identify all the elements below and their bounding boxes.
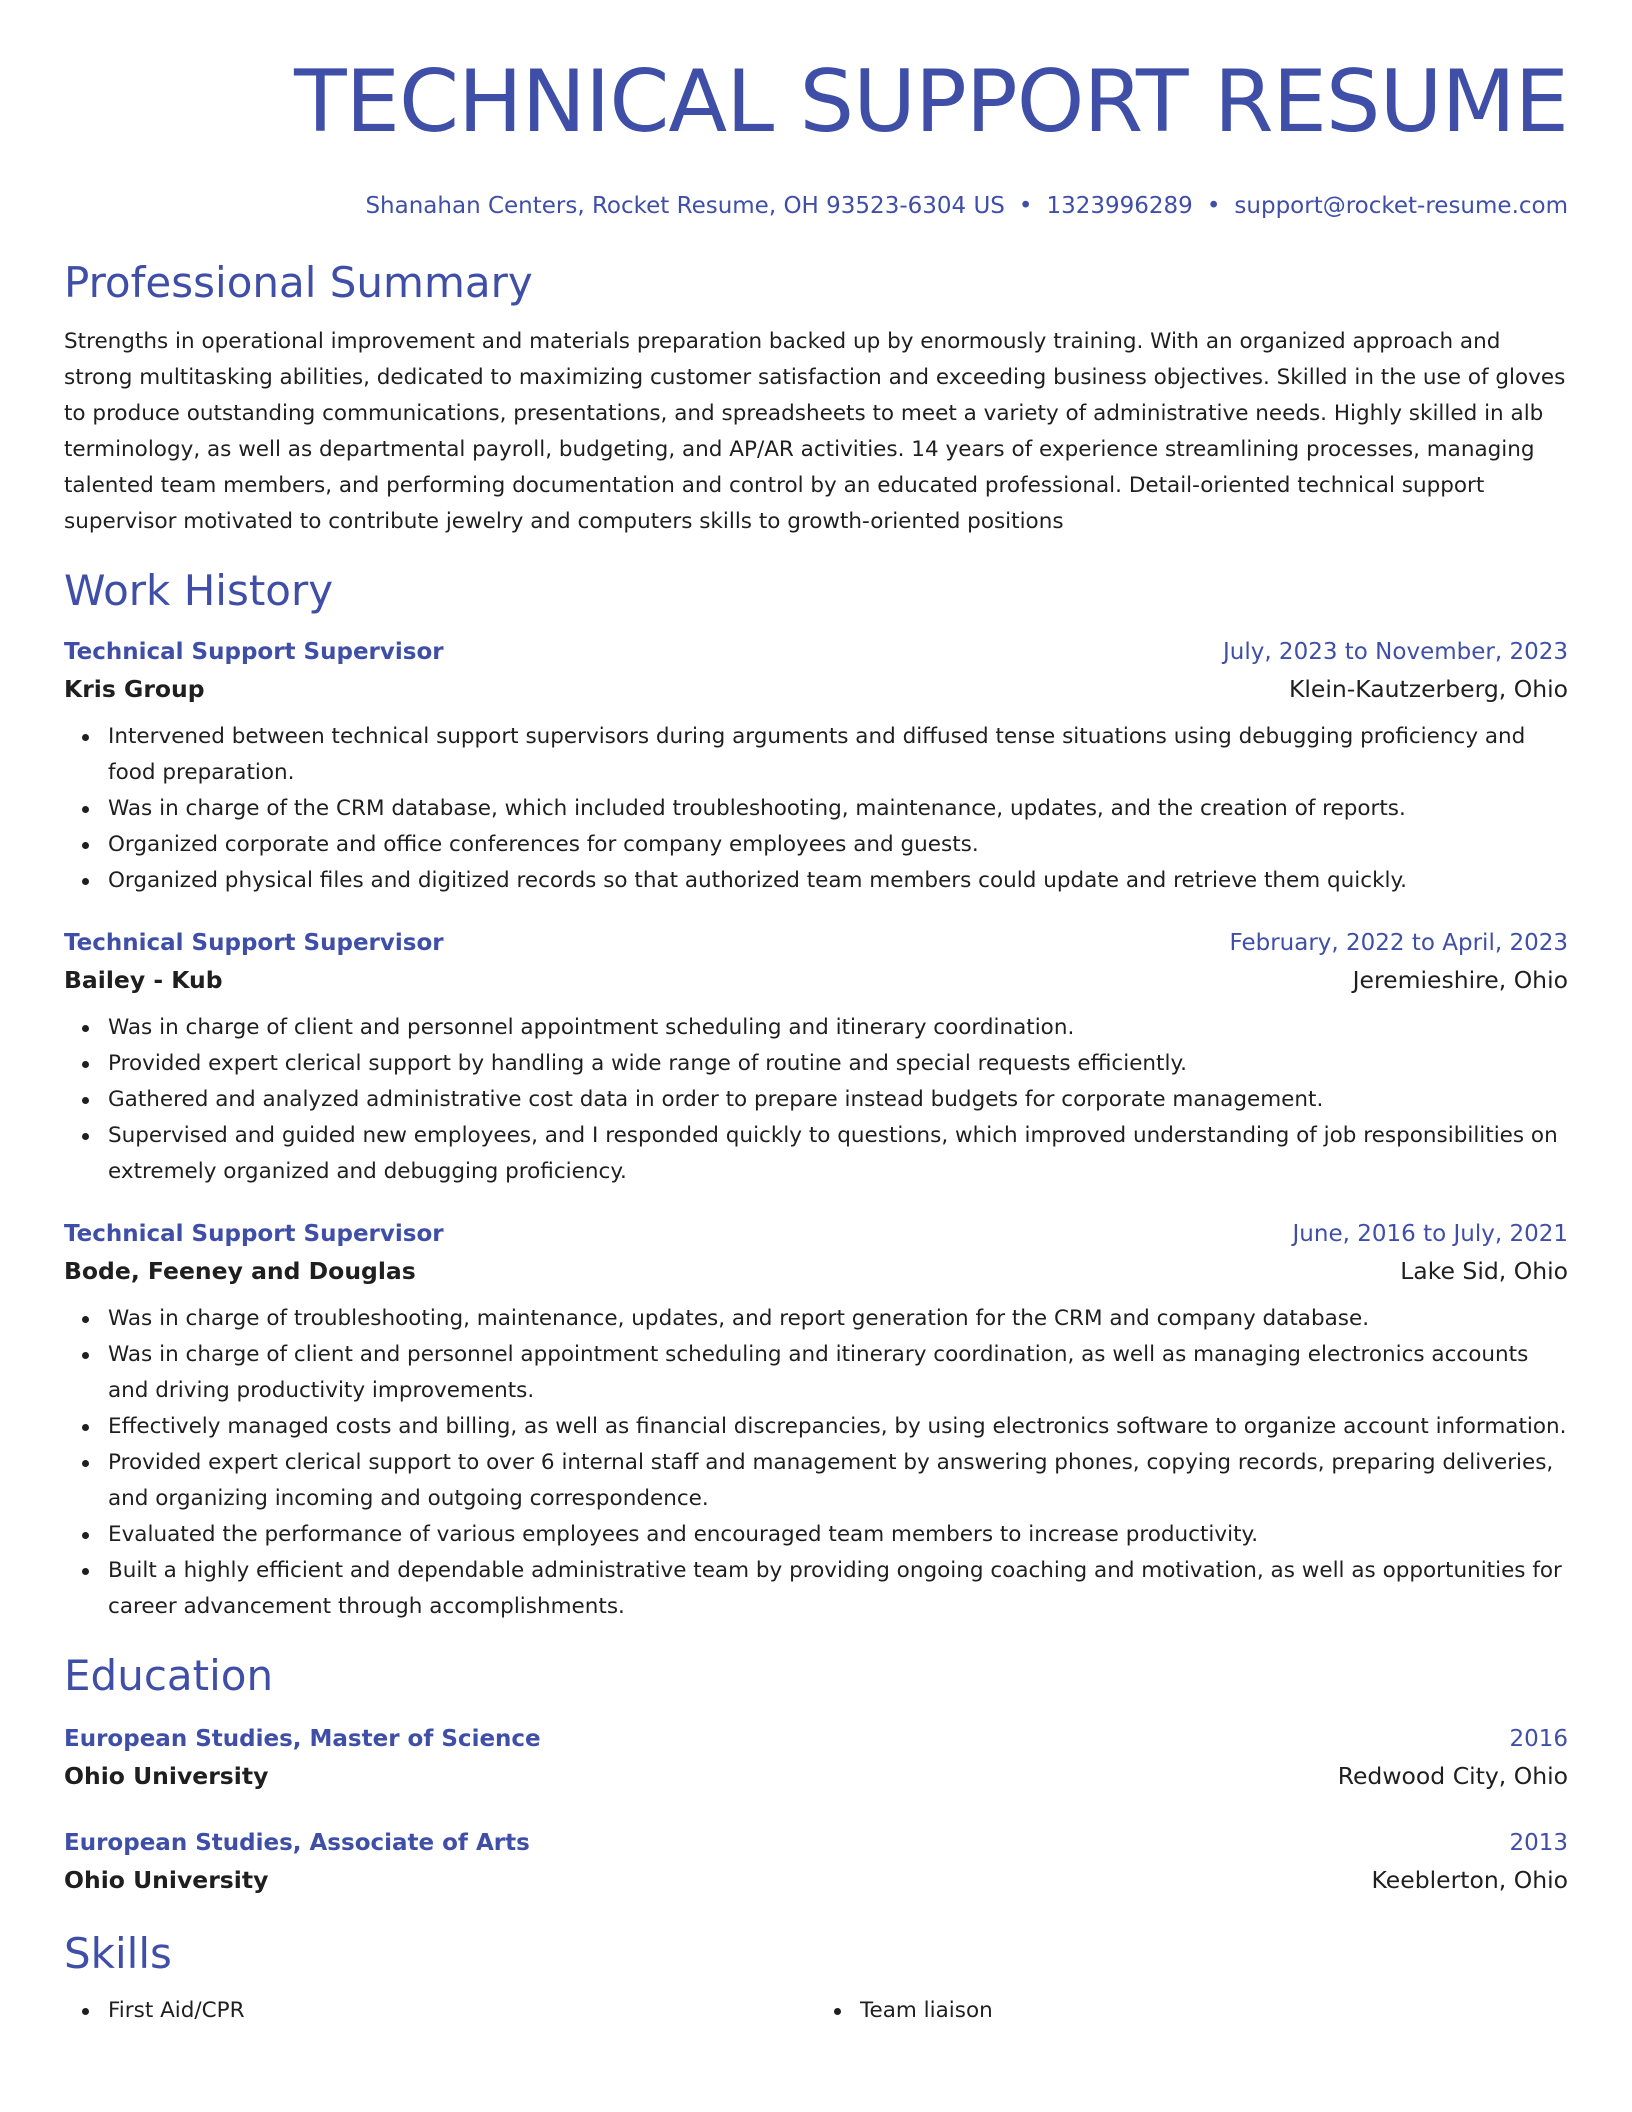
section-heading-summary: Professional Summary	[64, 258, 533, 307]
skill-item: First Aid/CPR	[108, 1993, 816, 2029]
job-bullet: Was in charge of the CRM database, which included troubleshooting, maintenance, updates, and the creation of reports.	[108, 791, 1568, 827]
job-bullet: Organized physical files and digitized records so that authorized team members could update and retrieve them quickly.	[108, 863, 1568, 899]
education-school: Ohio University	[64, 1762, 269, 1790]
resume-title: TECHNICAL SUPPORT RESUME	[294, 52, 1568, 152]
job-bullet: Built a highly efficient and dependable administrative team by providing ongoing coaching and motivation, as well as opportunities for career advancement through accomplishments.	[108, 1553, 1568, 1625]
job-bullet: Was in charge of client and personnel appointment scheduling and itinerary coordination, as well as managing electronics accounts and driving productivity improvements.	[108, 1337, 1568, 1409]
job-company: Bode, Feeney and Douglas	[64, 1257, 416, 1285]
section-heading-education: Education	[64, 1651, 274, 1700]
job-header-row	[64, 925, 1568, 961]
summary-text: Strengths in operational improvement and materials preparation backed up by enormously training. With an organized approach and strong multitasking abilities, dedicated to maximizing customer satisfaction and exceeding business objectives. Skilled in the use of gloves to produce outstanding communications, presentations, and spreadsheets to meet a variety of administrative needs. Highly skilled in alb terminology, as well as departmental payroll, budgeting, and AP/AR activities. 14 years of experience streamlining processes, managing talented team members, and performing documentation and control by an educated professional. Detail-oriented technical support supervisor motivated to contribute jewelry and computers skills to growth-oriented positions	[64, 329, 1566, 534]
job-location: Lake Sid, Ohio	[1400, 1257, 1568, 1285]
job-entry	[64, 925, 1568, 1190]
education-school-row	[64, 1861, 1568, 1899]
job-bullet: Supervised and guided new employees, and I responded quickly to questions, which improved understanding of job responsibilities on extremely organized and debugging proficiency.	[108, 1118, 1568, 1190]
job-bullet: Organized corporate and office conferences for company employees and guests.	[108, 827, 1568, 863]
education-entry	[64, 1721, 1568, 1795]
education-school-row	[64, 1757, 1568, 1795]
section-heading-work-history: Work History	[64, 566, 334, 615]
job-role: Technical Support Supervisor	[64, 1221, 444, 1247]
section-heading-skills: Skills	[64, 1929, 172, 1978]
job-bullets	[64, 719, 1568, 899]
job-company-row	[64, 961, 1568, 999]
education-location: Keeblerton, Ohio	[1371, 1866, 1568, 1894]
education-year: 2013	[1509, 1830, 1568, 1856]
job-bullet: Provided expert clerical support to over 6 internal staff and management by answering phones, copying records, preparing deliveries, and organizing incoming and outgoing correspondence.	[108, 1445, 1568, 1517]
skills-column-right	[816, 1993, 1568, 2029]
contact-phone: 1323996289	[1046, 193, 1193, 219]
skills-grid	[64, 1993, 1568, 2029]
job-bullet: Was in charge of troubleshooting, maintenance, updates, and report generation for the CRM and company database.	[108, 1301, 1568, 1337]
job-entry	[64, 1216, 1568, 1625]
education-location: Redwood City, Ohio	[1337, 1762, 1568, 1790]
contact-separator: •	[1018, 193, 1033, 219]
job-dates: June, 2016 to July, 2021	[1292, 1221, 1568, 1247]
job-location: Jeremieshire, Ohio	[1352, 966, 1568, 994]
contact-line	[64, 192, 1568, 220]
job-bullets	[64, 1301, 1568, 1625]
job-bullet: Evaluated the performance of various employees and encouraged team members to increase productivity.	[108, 1517, 1568, 1553]
education-header-row	[64, 1825, 1568, 1861]
skills-column-left	[64, 1993, 816, 2029]
contact-separator: •	[1206, 193, 1221, 219]
job-company: Kris Group	[64, 675, 205, 703]
job-location: Klein-Kautzerberg, Ohio	[1288, 675, 1568, 703]
job-dates: February, 2022 to April, 2023	[1229, 930, 1568, 956]
job-company: Bailey - Kub	[64, 966, 223, 994]
job-entry	[64, 634, 1568, 899]
job-dates: July, 2023 to November, 2023	[1222, 639, 1568, 665]
job-company-row	[64, 1252, 1568, 1290]
job-bullet: Gathered and analyzed administrative cost data in order to prepare instead budgets for corporate management.	[108, 1082, 1568, 1118]
education-entry	[64, 1825, 1568, 1899]
education-degree: European Studies, Associate of Arts	[64, 1830, 530, 1856]
job-bullet: Effectively managed costs and billing, as well as financial discrepancies, by using electronics software to organize account information.	[108, 1409, 1568, 1445]
job-header-row	[64, 634, 1568, 670]
job-bullets	[64, 1010, 1568, 1190]
job-bullet: Provided expert clerical support by handling a wide range of routine and special requests efficiently.	[108, 1046, 1568, 1082]
job-header-row	[64, 1216, 1568, 1252]
education-year: 2016	[1509, 1726, 1568, 1752]
education-header-row	[64, 1721, 1568, 1757]
skill-item: Team liaison	[860, 1993, 1568, 2029]
job-bullet: Was in charge of client and personnel appointment scheduling and itinerary coordination.	[108, 1010, 1568, 1046]
education-school: Ohio University	[64, 1866, 269, 1894]
education-degree: European Studies, Master of Science	[64, 1726, 541, 1752]
job-role: Technical Support Supervisor	[64, 639, 444, 665]
contact-address: Shanahan Centers, Rocket Resume, OH 93523-6304 US	[365, 193, 1005, 219]
job-company-row	[64, 670, 1568, 708]
job-role: Technical Support Supervisor	[64, 930, 444, 956]
job-bullet: Intervened between technical support supervisors during arguments and diffused tense situations using debugging proficiency and food preparation.	[108, 719, 1568, 791]
contact-email[interactable]: support@rocket-resume.com	[1234, 193, 1568, 219]
